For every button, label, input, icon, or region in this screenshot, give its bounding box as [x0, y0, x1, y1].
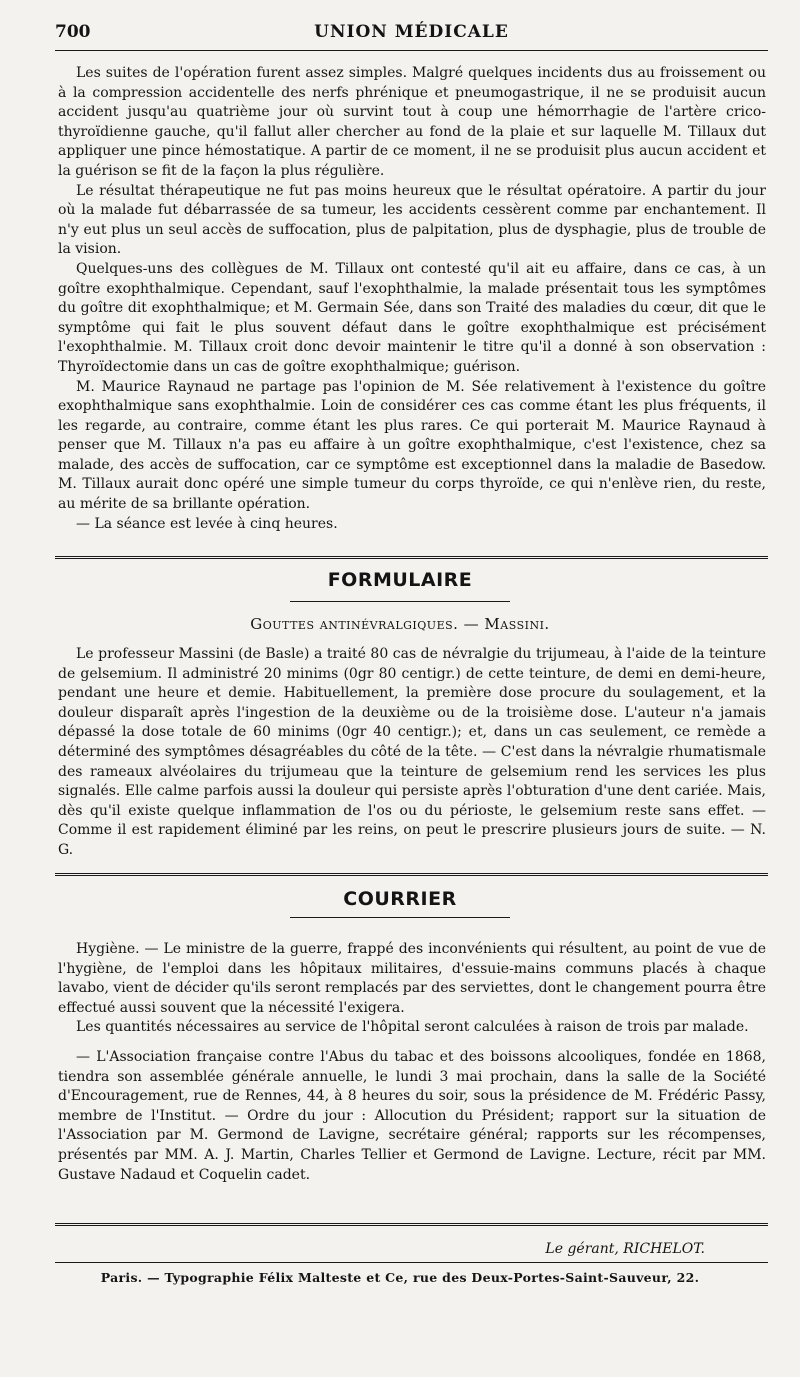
formulaire-rule: [55, 556, 768, 562]
courrier-paragraph: Les quantités nécessaires au service de l'hôpital seront calculées à raison de trois par malade.: [76, 1019, 749, 1036]
report-paragraph: Le résultat thérapeutique ne fut pas moins heureux que le résultat opératoire. A partir du jour où la malade fut débarrassée de sa tumeur, les accidents cessèrent comme par enchantement. Il n'y eut plus un seul accès de suffocation, plus de palpitation, plus de dysphagie, plus de trouble de la vision.: [58, 182, 766, 258]
page-number: 700: [55, 22, 91, 42]
formulaire-title-underline: [290, 601, 510, 602]
imprint-rule: [55, 1262, 768, 1263]
formulaire-paragraph: Le professeur Massini (de Basle) a traité 80 cas de névralgie du trijumeau, à l'aide de la teinture de gelsemium. Il administré 20 minims (0gr 80 centigr.) de cette teinture, de demi en demi-heure, pendant une heure et demie. Habituellement, la première dose procure du soulagement, et la douleur disparaît après l'ingestion de la deuxième ou de la troisième dose. L'auteur n'a jamais dépassé la dose totale de 60 minims (0gr 40 centigr.); et, dans un cas seulement, ce remède a déterminé des symptômes désagréables du côté de la tête. — C'est dans la névralgie rhumatismale des rameaux alvéolaires du trijumeau que la teinture de gelsemium rend les services les plus signalés. Elle calme parfois aussi la douleur qui persiste après l'obturation d'une dent cariée. Mais, dès qu'il existe quelque inflammation de l'os ou du périoste, le gelsemium reste sans effet. — Comme il est rapidement éliminé par les reins, on peut le prescrire plusieurs jours de suite. — N. G.: [58, 646, 766, 858]
courrier-title-underline: [290, 917, 510, 918]
courrier-paragraph: — L'Association française contre l'Abus du tabac et des boissons alcooliques, fondée en 1868, tiendra son assemblée générale annuelle, le lundi 3 mai prochain, dans la salle de la Société d'Encouragement, rue de Rennes, 44, à 8 heures du soir, sous la présidence de M. Frédéric Passy, membre de l'Institut. — Ordre du jour : Allocution du Président; rapport sur la situation de l'Association par M. Germond de Lavigne, secrétaire général; rapports sur les récompenses, présentés par MM. A. J. Martin, Charles Tellier et Germond de Lavigne. Lecture, récit par MM. Gustave Nadaud et Coquelin cadet.: [58, 1048, 766, 1183]
formulaire-subtitle: Gouttes antinévralgiques. — Massini.: [250, 615, 550, 633]
printer-imprint: Paris. — Typographie Félix Malteste et Ce, rue des Deux-Portes-Saint-Sauveur, 22.: [100, 1270, 700, 1285]
report-closing-line: — La séance est levée à cinq heures.: [76, 515, 338, 532]
formulaire-title: FORMULAIRE: [327, 569, 473, 591]
report-paragraph: Les suites de l'opération furent assez simples. Malgré quelques incidents dus au froissement ou à la compression accidentelle des nerfs phrénique et pneumogastrique, il ne se produisit aucun accident jusqu'au quatrième jour où survint tout à coup une hémorrhagie de l'artère crico-thyroïdienne gauche, qu'il fallut aller chercher au fond de la plaie et sur laquelle M. Tillaux dut appliquer une pince hémostatique. A partir de ce moment, il ne se produisit plus aucun accident et la guérison se fit de la façon la plus régulière.: [58, 65, 766, 179]
header-rule: [55, 50, 768, 51]
manager-signature: Le gérant, RICHELOT.: [545, 1241, 705, 1257]
footer-rule: [55, 1223, 768, 1229]
courrier-rule: [55, 873, 768, 879]
report-text: [58, 64, 766, 534]
report-paragraph: Quelques-uns des collègues de M. Tillaux ont contesté qu'il ait eu affaire, dans ce cas, à un goître exophthalmique. Cependant, sauf l'exophthalmie, la malade présentait tous les symptômes du goître dit exophthalmique; et M. Germain Sée, dans son Traité des maladies du cœur, dit que le symptôme qui fait le plus souvent défaut dans le goître exophthalmique est précisément l'exophthalmie. M. Tillaux croit donc devoir maintenir le titre qu'il a donné à son observation : Thyroïdectomie dans un cas de goître exophthalmique; guérison.: [58, 260, 766, 375]
report-paragraph: M. Maurice Raynaud ne partage pas l'opinion de M. Sée relativement à l'existence du goître exophthalmique sans exophthalmie. Loin de considérer ces cas comme étant les plus fréquents, il les regarde, au contraire, comme étant les plus rares. Ce qui porterait M. Maurice Raynaud à penser que M. Tillaux n'a pas eu affaire à un goître exophthalmique, c'est l'existence, chez sa malade, des accès de suffocation, car ce symptôme est exceptionnel dans la maladie de Basedow. M. Tillaux aurait donc opéré une simple tumeur du corps thyroïde, ce qui n'enlève rien, du reste, au mérite de sa brillante opération.: [58, 378, 766, 513]
courrier-text: [58, 940, 766, 1185]
running-header: [55, 18, 768, 48]
formulaire-text: [58, 645, 766, 861]
courrier-paragraph: Hygiène. — Le ministre de la guerre, frappé des inconvénients qui résultent, au point de vue de l'hygiène, de l'emploi dans les hôpitaux militaires, d'essuie-mains communs placés à chaque lavabo, vient de décider qu'ils seront remplacés par des serviettes, dont le changement pourra être effectué aussi souvent que la nécessité l'exigera.: [58, 941, 766, 1016]
courrier-title: COURRIER: [343, 888, 457, 910]
journal-title: UNION MÉDICALE: [314, 22, 509, 42]
